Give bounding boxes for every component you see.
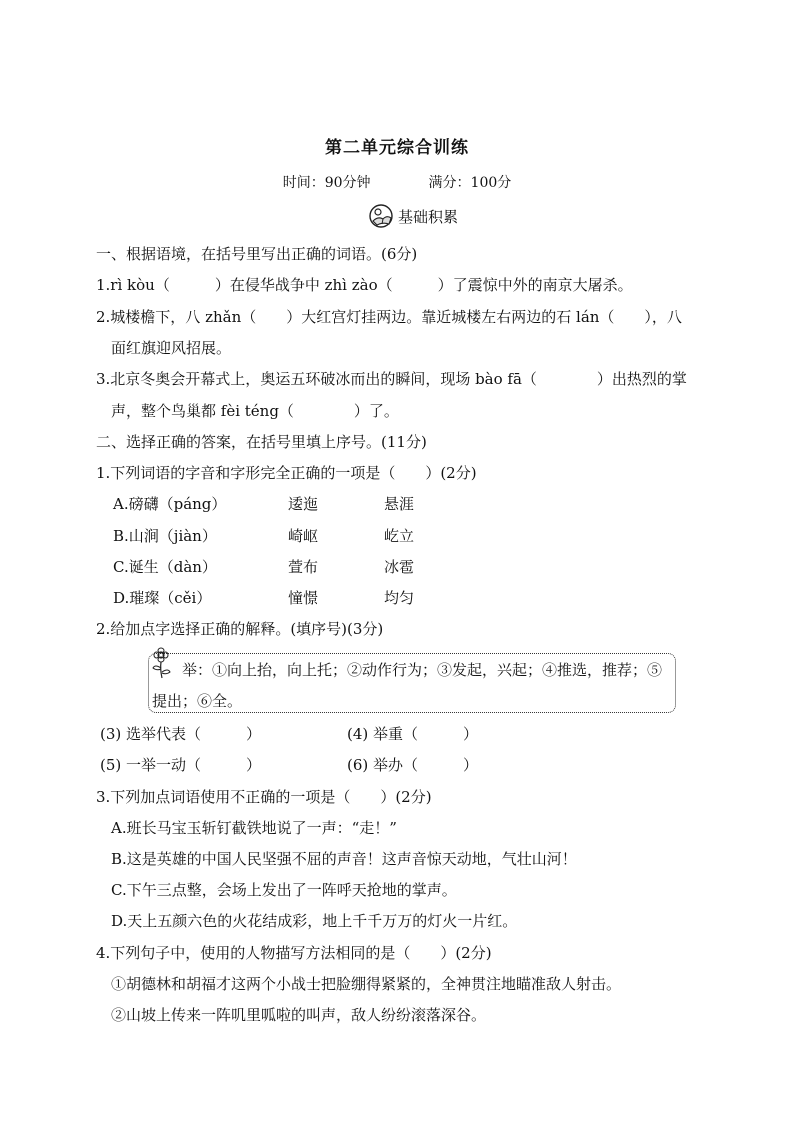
q3-option-a: A.班长马宝玉斩钉截铁地说了一声：“走！”	[111, 819, 397, 837]
part2-q2-stem: 2.给加点字选择正确的解释。(填序号)(3分)	[96, 620, 384, 638]
q3-option-b: B.这是英雄的中国人民坚强不屈的声音！这声音惊天动地，气壮山河！	[111, 850, 577, 868]
q1-option-b-word2: 崎岖	[288, 527, 319, 545]
q1-option-d-word3: 均匀	[384, 589, 415, 607]
section-label: 基础积累	[398, 207, 459, 226]
q1-option-d-word2: 憧憬	[288, 589, 319, 607]
q1-option-a-word2: 逶迤	[288, 495, 319, 513]
q3-option-d: D.天上五颜六色的火花结成彩，地上千千万万的灯火一片红。	[111, 912, 518, 930]
part1-q1: 1.rì kòu（ ）在侵华战争中 zhì zào（ ）了震惊中外的南京大屠杀。	[96, 276, 633, 294]
part1-q2-line1: 2.城楼檐下，八 zhǎn（ ）大红宫灯挂两边。靠近城楼左右两边的石 lán（ ），八	[96, 308, 682, 326]
part1-q3-line1: 3.北京冬奥会开幕式上，奥运五环破冰而出的瞬间，现场 bào fā（ ）出热烈的掌	[96, 370, 687, 388]
definition-line2: 提出；⑥全。	[152, 692, 243, 710]
q1-option-c-word: C.诞生（dàn）	[113, 558, 217, 576]
full-score: 满分：100分	[428, 175, 512, 191]
part2-q1-stem: 1.下列词语的字音和字形完全正确的一项是（ ）(2分)	[96, 464, 477, 482]
part1-q3-line2: 声，整个鸟巢都 fèi téng（ ）了。	[111, 402, 399, 420]
part2-q4-stem: 4.下列句子中，使用的人物描写方法相同的是（ ）(2分)	[96, 944, 492, 962]
q4-sentence-1: ①胡德林和胡福才这两个小战士把脸绷得紧紧的，全神贯注地瞄准敌人射击。	[111, 975, 622, 993]
time-limit: 时间：90分钟	[282, 175, 371, 191]
part2-heading: 二、选择正确的答案，在括号里填上序号。(11分)	[96, 433, 427, 451]
flower-icon	[147, 647, 177, 679]
q2-item-4: (4) 举重（ ）	[347, 725, 479, 743]
q1-option-d-word: D.璀璨（cěi）	[113, 589, 212, 607]
q2-item-6: (6) 举办（ ）	[347, 756, 479, 774]
q2-item-3: (3) 选举代表（ ）	[100, 725, 262, 743]
q1-option-b-word: B.山涧（jiàn）	[113, 527, 217, 545]
page-title: 第二单元综合训练	[325, 138, 469, 158]
q3-option-c: C.下午三点整，会场上发出了一阵呼天抢地的掌声。	[111, 881, 457, 899]
q1-option-c-word3: 冰雹	[384, 558, 415, 576]
section-header	[369, 203, 458, 229]
q1-option-a-word: A.磅礴（páng）	[113, 495, 227, 513]
part2-q3-stem: 3.下列加点词语使用不正确的一项是（ ）(2分)	[96, 788, 432, 806]
part1-q2-line2: 面红旗迎风招展。	[111, 339, 232, 357]
book-reading-icon	[369, 203, 397, 229]
q4-sentence-2: ②山坡上传来一阵叽里呱啦的叫声，敌人纷纷滚落深谷。	[111, 1006, 487, 1024]
part1-heading: 一、根据语境，在括号里写出正确的词语。(6分)	[96, 245, 418, 263]
definition-line1: 举：①向上抬，向上托；②动作行为；③发起，兴起；④推选，推荐；⑤	[182, 661, 663, 679]
q1-option-a-word3: 悬涯	[384, 495, 415, 513]
q2-item-5: (5) 一举一动（ ）	[100, 756, 262, 774]
exam-meta	[0, 172, 794, 192]
q1-option-b-word3: 屹立	[384, 527, 415, 545]
q1-option-c-word2: 萱布	[288, 558, 319, 576]
